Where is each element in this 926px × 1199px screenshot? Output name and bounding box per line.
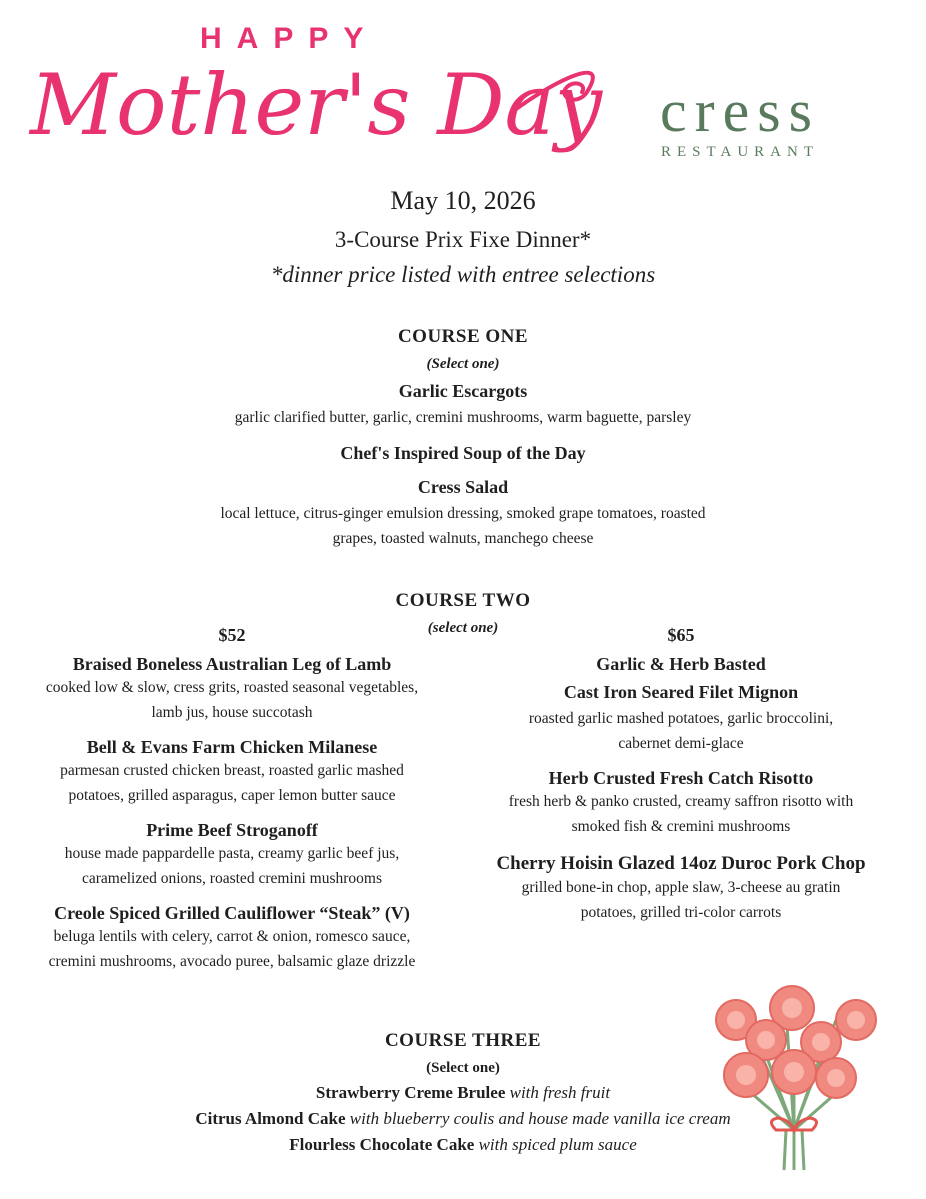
- dish-desc: roasted garlic mashed potatoes, garlic broccolini,: [528, 710, 834, 727]
- dish-filet-mignon-line2: Cast Iron Seared Filet Mignon: [563, 682, 799, 702]
- mothers-day-script-logo: [22, 52, 622, 172]
- dish-desc: grapes, toasted walnuts, manchego cheese: [332, 530, 594, 547]
- dish-desc: house made pappardelle pasta, creamy garlic beef jus,: [64, 845, 400, 862]
- dish-filet-mignon-line1: Garlic & Herb Basted: [596, 654, 766, 674]
- dish-beef-stroganoff: Prime Beef Stroganoff: [146, 820, 318, 840]
- dish-pork-chop: Cherry Hoisin Glazed 14oz Duroc Pork Chop: [496, 853, 866, 874]
- dish-cauliflower-steak: Creole Spiced Grilled Cauliflower “Steak” (V): [54, 903, 410, 923]
- dessert-item: [0, 1083, 926, 1103]
- dish-desc: potatoes, grilled tri-color carrots: [580, 904, 782, 921]
- course-three-select: (Select one): [426, 1060, 500, 1076]
- course-three-title: COURSE THREE: [384, 1030, 542, 1051]
- dish-desc: lamb jus, house succotash: [151, 704, 313, 721]
- dish-desc: beluga lentils with celery, carrot & onion, romesco sauce,: [53, 928, 411, 945]
- dessert-with: with fresh fruit: [509, 1083, 611, 1102]
- mothers-day-text: Mother's Day: [30, 56, 603, 154]
- course-one-select: (Select one): [426, 356, 500, 372]
- dish-desc: cabernet demi-glace: [618, 735, 744, 752]
- course-two-title: COURSE TWO: [395, 590, 531, 611]
- price-52: $52: [218, 625, 246, 645]
- dish-desc: caramelized onions, roasted cremini mushrooms: [81, 870, 382, 887]
- dish-desc: parmesan crusted chicken breast, roasted garlic mashed: [60, 762, 404, 779]
- dish-desc: local lettuce, citrus-ginger emulsion dressing, smoked grape tomatoes, roasted: [220, 505, 706, 522]
- dish-cress-salad: Cress Salad: [417, 477, 509, 497]
- brand-name: cress: [660, 78, 820, 144]
- price-note: *dinner price listed with entree selections: [270, 262, 656, 287]
- dish-desc: smoked fish & cremini mushrooms: [571, 818, 791, 835]
- event-date: May 10, 2026: [390, 186, 536, 215]
- price-65: $65: [667, 625, 695, 645]
- dish-desc: cremini mushrooms, avocado puree, balsamic glaze drizzle: [48, 953, 416, 970]
- course-two-select: (select one): [427, 620, 499, 636]
- dish-desc: grilled bone-in chop, apple slaw, 3-cheese au gratin: [521, 879, 841, 896]
- dessert-name: Flourless Chocolate Cake: [289, 1135, 475, 1154]
- dessert-name: Strawberry Creme Brulee: [315, 1083, 506, 1102]
- happy-heading: HAPPY: [200, 22, 379, 55]
- dessert-item: [0, 1135, 926, 1155]
- dessert-item: [0, 1109, 926, 1129]
- brand-logo: [620, 78, 860, 161]
- course-one-title: COURSE ONE: [397, 326, 529, 347]
- course-one: [0, 326, 926, 551]
- dish-chicken-milanese: Bell & Evans Farm Chicken Milanese: [86, 737, 378, 757]
- dish-desc: potatoes, grilled asparagus, caper lemon butter sauce: [68, 787, 396, 804]
- dish-desc: cooked low & slow, cress grits, roasted seasonal vegetables,: [45, 679, 419, 696]
- dish-leg-of-lamb: Braised Boneless Australian Leg of Lamb: [72, 654, 392, 674]
- dessert-with: with blueberry coulis and house made vanilla ice cream: [349, 1109, 731, 1128]
- brand-subtitle: RESTAURANT: [661, 144, 819, 160]
- course-two-left-column: [14, 625, 450, 974]
- dish-desc: garlic clarified butter, garlic, cremini mushrooms, warm baguette, parsley: [234, 409, 692, 426]
- course-three: [0, 1030, 926, 1155]
- dessert-with: with spiced plum sauce: [478, 1135, 637, 1154]
- course-two-right-column: [466, 625, 896, 925]
- dish-soup-of-the-day: Chef's Inspired Soup of the Day: [340, 443, 586, 463]
- dish-desc: fresh herb & panko crusted, creamy saffron risotto with: [508, 793, 854, 810]
- prix-fixe-title: 3-Course Prix Fixe Dinner*: [334, 227, 592, 252]
- dish-catch-risotto: Herb Crusted Fresh Catch Risotto: [548, 768, 814, 788]
- dessert-name: Citrus Almond Cake: [195, 1109, 346, 1128]
- dish-garlic-escargots: Garlic Escargots: [398, 381, 528, 401]
